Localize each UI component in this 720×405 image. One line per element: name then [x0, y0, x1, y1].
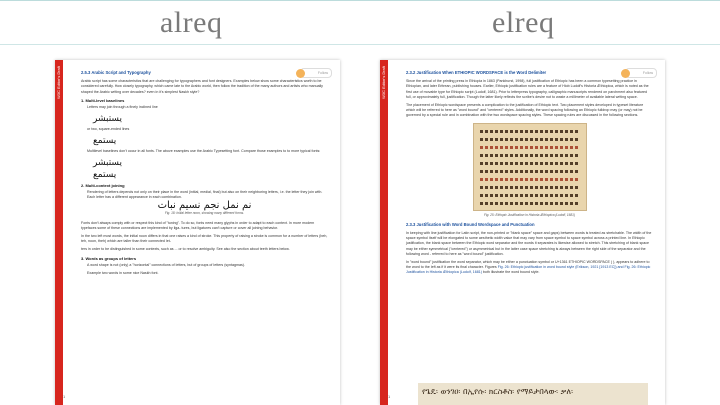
- badge-label: Follow: [642, 71, 653, 75]
- section-title: 2.3.2 Justification When ETHIOPIC WORDSPACE is the Word Delimiter: [406, 70, 547, 75]
- item-title: 2. Multi-context joining: [81, 182, 125, 188]
- body-paragraph: [406, 260, 653, 276]
- body-text: In "word bound" justification the word separator, which may be either a punctuation symbol or U+1361 ETHIOPIC WORDSPACE ( ), appears to adhere to the word to the left as if it were its final character. Figures: [406, 260, 650, 270]
- page-number: 1: [388, 394, 391, 399]
- sidebar-label: W3C Editor's Draft: [381, 66, 386, 99]
- body-paragraph: Fonts don't always comply with or respect this kind of "tuning". To do so, fonts need many glyphs in order to adapt to each context. In more modern typefaces some of these connections are implemented by liga- tures, but ligatures can't capture or cover all joining behavior.: [81, 220, 315, 230]
- item-text: or two, square-ended lines: [87, 127, 130, 132]
- arabic-sample: يستمع: [93, 136, 117, 147]
- page-number: 1: [63, 394, 66, 399]
- manuscript-line: [480, 194, 580, 197]
- editors-draft-sidebar: [55, 60, 66, 405]
- item-text: A word shape is not (only) a "horizontal" connections of letters, but of groups of letters (syntagmas).: [87, 262, 245, 267]
- arabic-sample: يستبشر: [93, 114, 122, 125]
- figure-link[interactable]: Fig. 26: Ethiopic justification in word bound style (Erikson, 1921 [1913 EC]) and Fig. 26: Ethiopic Justification in Historia Æthiopica (Ludolf, 1681): [406, 265, 651, 275]
- body-paragraph: In the two left most words, the initial noon differs in that one raises a kind of stroke. This property of raising a stroke is common for a number of letters (beh, teh, noon, theh) which are taller than their connected let-: [81, 234, 328, 244]
- editors-draft-sidebar: [380, 60, 391, 405]
- figure-caption: Fig. 18: Initial letter noon, showing many different forms.: [164, 211, 245, 216]
- heading-alreq: alreq: [160, 6, 223, 39]
- intro-paragraph: Since the arrival of the printing press in Ethiopia in 1863 (Pankhurst, 1998), full justification of Ethiopic has been a common typesetting practice in Ethiopian, and later Eritrean, publishing houses. Earlier, Ethiopic justification rules are a feature of Hiob Ludolf's Historia Æthiopica, which is noted as the first use of movable type for Ethiopic script (Ludolf, 1681). Prior to letterpress typography, calligraphic manuscripts rendered on parchment also featured full, or approximately full, justification. Though the latter likely reflects the scribe's desire not to waste a millimeter of available lateral writing space.: [406, 79, 649, 99]
- heading-elreq: elreq: [492, 6, 555, 39]
- section-title: 2.3.3 Justification with Word Bound Wordspace and Punctuation: [406, 221, 535, 227]
- manuscript-line: [480, 154, 580, 157]
- ethiopic-sample-image: የጌዴ፡ ወንገዐ፡ በኢየሱ፡ ክርስቶስ፡ የማይታበላው፡ ቃለ፡: [418, 383, 648, 405]
- body-text: both illustrate the word bound style.: [482, 270, 540, 275]
- item-text: Multilevel baselines don't occur in all fonts. The above examples use the Arabic Typesetting font. Compare those examples to to more typical fonts:: [87, 149, 321, 154]
- arabic-sample-noon: نم نمل نجم نسيم نبات: [157, 200, 252, 212]
- arabic-sample: يستبشر: [93, 157, 122, 168]
- body-paragraph: ters in order to be distinguished in some contexts, such as ... or to resolve ambiguity. See also the section about teeth letters below.: [81, 247, 290, 252]
- elreq-document-page: [380, 60, 665, 405]
- right-content: [406, 70, 653, 279]
- manuscript-line: [480, 186, 580, 189]
- left-content: [81, 70, 328, 279]
- item-title: 1. Multi-level baselines: [81, 97, 125, 103]
- item-title: 3. Words as groups of letters: [81, 255, 137, 261]
- slide-header: [0, 0, 720, 45]
- item-text: Rendering of letters depends not only on their place in the word (initial, medial, final) but also on their neighboring letters, i.e. the letter they join with. Each letter has a different appearance in each combination.: [87, 189, 323, 200]
- manuscript-line: [480, 138, 580, 141]
- item-text: Letters may join through a finely inclined line: [87, 105, 158, 110]
- item-text: Example two words in some nice Naskh font.: [87, 271, 159, 276]
- figure-caption: Fig. 25: Ethiopic Justification in Historia Æthiopica (Ludolf, 1681): [483, 212, 576, 217]
- manuscript-line: [480, 130, 580, 133]
- manuscript-line: [480, 170, 580, 173]
- manuscript-line: [480, 162, 580, 165]
- sidebar-label: W3C Editor's Draft: [56, 66, 61, 99]
- body-paragraph: In keeping with line justification for Latin script, the non-printed or "blank space" space and gaps) between words is treated as stretchable. The width of the space symbol itself will be elongated to some aesthetic width value that may vary from space symbol to space symbol across a printed line. In Ethiopic justification, the blank space between the Ethiopic word separator and the words it separates is likewise allowed to stretch. This stretching of blank space may be either symmetrical ("centered") or asymmetrical but in the latter case space stretching is always between the right side of the separator and the following word - referred to here as "word bound" justification.: [406, 231, 652, 256]
- manuscript-line: [480, 146, 580, 149]
- badge-label: Follow: [317, 71, 328, 75]
- manuscript-image: [473, 123, 587, 211]
- manuscript-line: [480, 202, 580, 205]
- section-title: 2.5.3 Arabic Script and Typography: [81, 70, 151, 75]
- alreq-document-page: [55, 60, 340, 405]
- body-paragraph: The placement of Ethiopic wordspace presents a complication to the justification of Ethiopic text. Two placement styles developed in typeset literature which will be referred to here as "word bound" and "centered" styles. Additionally, the word spacing following an Ethiopic fulldrop may (or may) not be governed by a special rule and in combination with the two wordspace spacing styles. These spacing rules are discussed in the following sections.: [406, 103, 644, 118]
- manuscript-line: [480, 178, 580, 181]
- intro-paragraph: Arabic script has some characteristics that are challenging for typographers and font designers. Examples below show some characteristics worth to be considered carefully. How closely typography, which came late to the Arabic world, then follow the tradition of the many authors and artists who manually shaped the Arabic writing over decades? even in it's simplest Naskh style?: [81, 79, 323, 94]
- arabic-sample: يستمع: [93, 169, 117, 180]
